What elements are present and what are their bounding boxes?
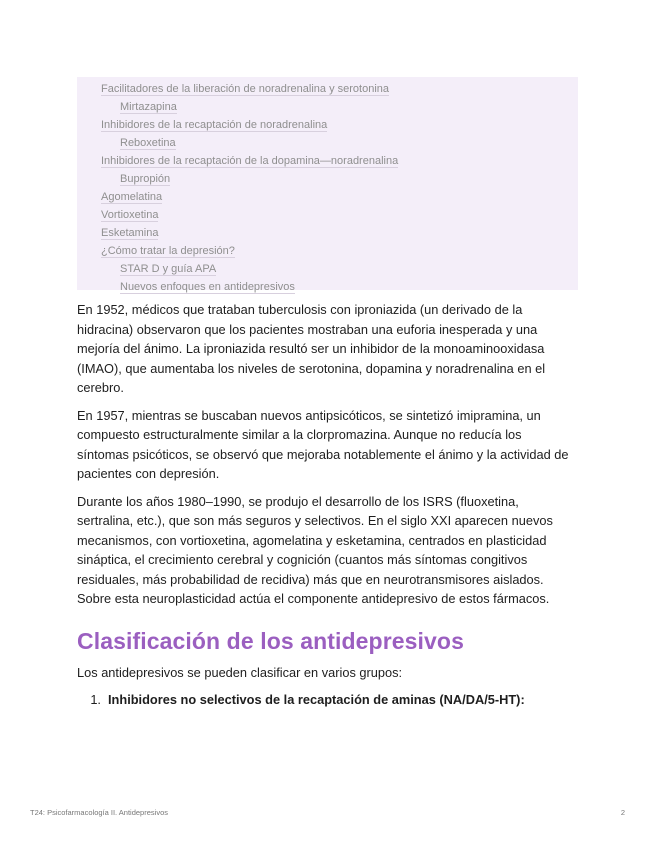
toc-link-reboxetina[interactable]: Reboxetina bbox=[120, 137, 176, 149]
toc-link-como-tratar[interactable]: ¿Cómo tratar la depresión? bbox=[101, 245, 235, 257]
section-heading: Clasificación de los antidepresivos bbox=[77, 627, 464, 654]
classification-list bbox=[77, 690, 577, 710]
paragraph-1957: En 1957, mientras se buscaban nuevos antipsicóticos, se sintetizó imipramina, un compuesto estructuralmente similar a la clorpromazina. Aunque no reducía los síntomas psicóticos, se observó que mejoraba notablemente el ánimo y la actividad de pacientes con depresión. bbox=[77, 407, 569, 481]
toc-link-esketamina[interactable]: Esketamina bbox=[101, 227, 159, 239]
list-item-text: Inhibidores no selectivos de la recaptación de aminas (NA/DA/5-HT): bbox=[108, 692, 525, 707]
list-item bbox=[77, 690, 577, 710]
footer-title: T24: Psicofarmacología II. Antidepresivos bbox=[30, 808, 168, 817]
toc-link-inhibidores-dopamina[interactable]: Inhibidores de la recaptación de la dopamina—noradrenalina bbox=[101, 155, 399, 167]
paragraph-1980: Durante los años 1980–1990, se produjo el desarrollo de los ISRS (fluoxetina, sertralina, etc.), que son más seguros y selectivos. En el siglo XXI aparecen nuevos mecanismos, con vortioxetina, agomelatina y esketamina, centrados en plasticidad sináptica, el crecimiento cerebral y cognición (cuantos más síntomas congitivos residuales, más probabilidad de recidiva) más que en neurotransmisores aislados. Sobre esta neuroplasticidad actúa el componente antidepresivo de estos fármacos. bbox=[77, 493, 553, 606]
toc-link-bupropion[interactable]: Bupropión bbox=[120, 173, 171, 185]
toc-link-inhibidores-noradrenalina[interactable]: Inhibidores de la recaptación de noradrenalina bbox=[101, 119, 328, 131]
paragraph-1952: En 1952, médicos que trataban tuberculosis con iproniazida (un derivado de la hidracina) observaron que los pacientes mostraban una euforia inesperada y una mejoría del ánimo. La iproniazida resultó ser un inhibidor de la monoaminooxidasa (IMAO), que aumentaba los niveles de serotonina, dopamina y noradrenalina en el cerebro. bbox=[77, 302, 546, 395]
toc-link-facilitadores[interactable]: Facilitadores de la liberación de noradrenalina y serotonina bbox=[101, 83, 390, 95]
toc-link-mirtazapina[interactable]: Mirtazapina bbox=[120, 101, 177, 113]
table-of-contents bbox=[77, 77, 578, 293]
main-content bbox=[77, 300, 577, 710]
toc-link-vortioxetina[interactable]: Vortioxetina bbox=[101, 209, 159, 221]
list-number: 1. bbox=[90, 692, 101, 707]
toc-link-agomelatina[interactable]: Agomelatina bbox=[101, 191, 163, 203]
intro-text: Los antidepresivos se pueden clasificar en varios grupos: bbox=[77, 664, 403, 680]
toc-link-nuevos-enfoques[interactable]: Nuevos enfoques en antidepresivos bbox=[120, 281, 295, 293]
toc-link-star-d[interactable]: STAR D y guía APA bbox=[120, 263, 217, 275]
page-number: 2 bbox=[620, 808, 625, 817]
